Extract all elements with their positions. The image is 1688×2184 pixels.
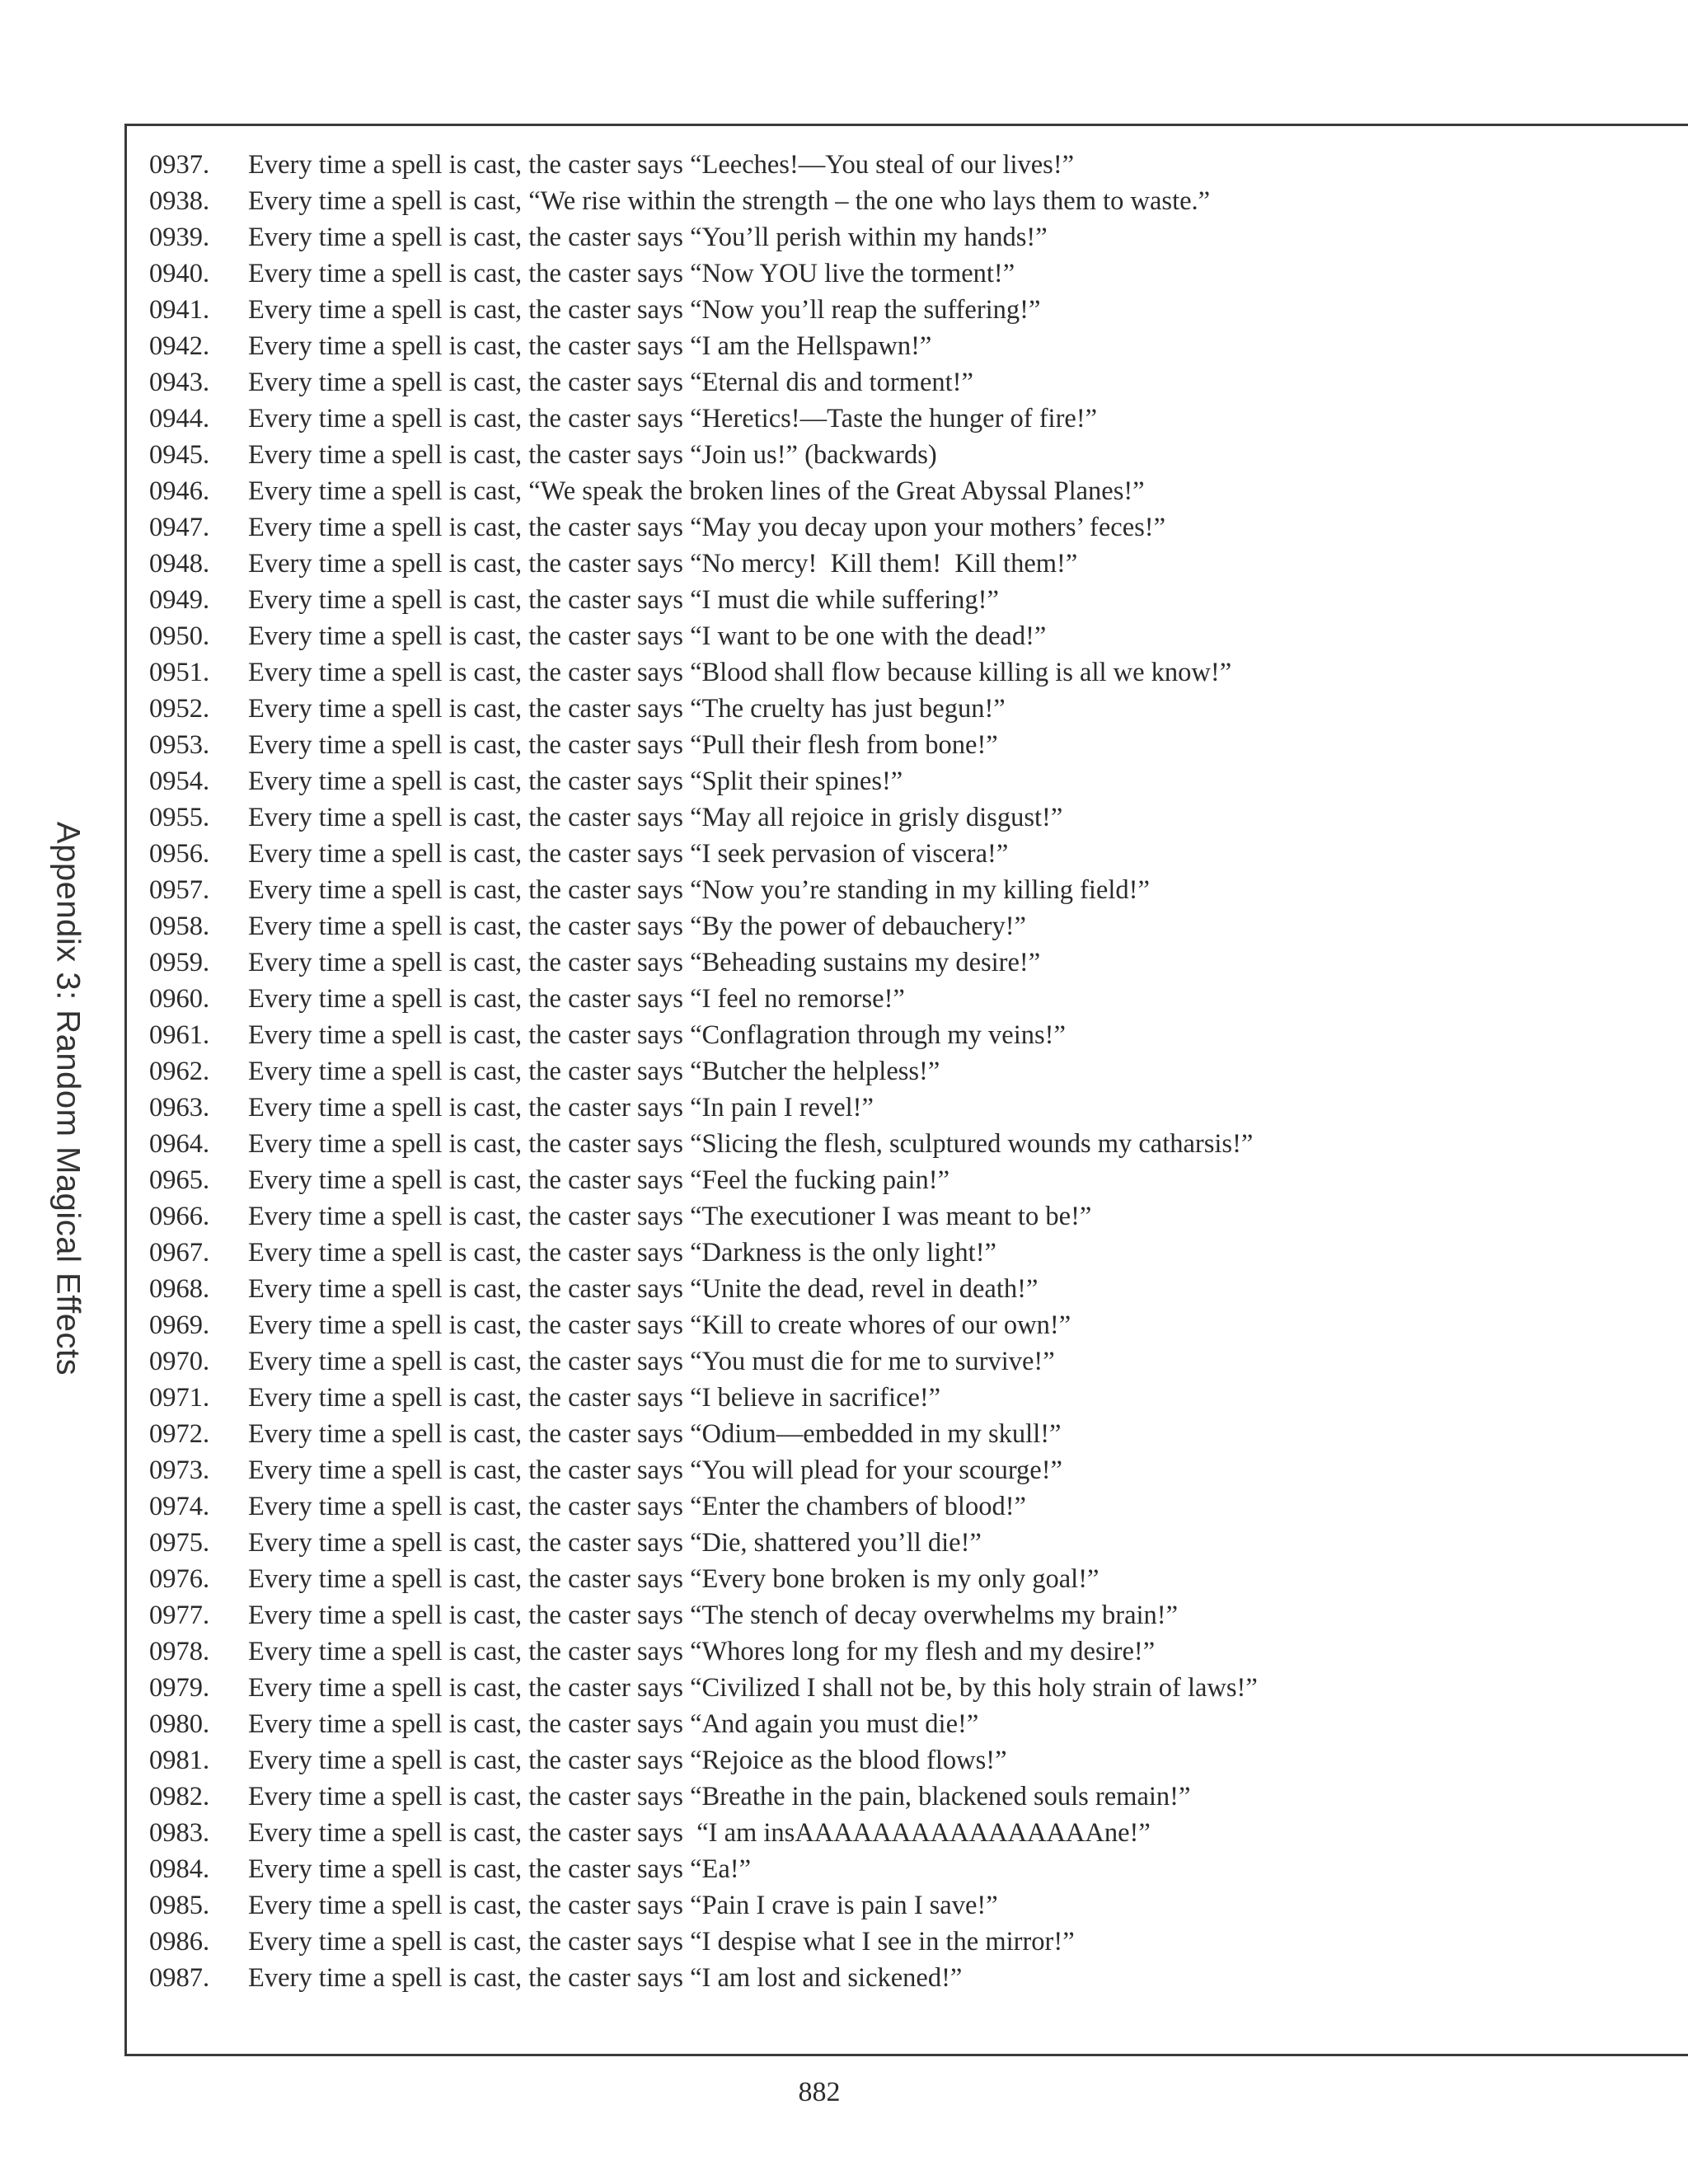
entry-number: 0944. [149, 404, 210, 434]
entry-number: 0958. [149, 912, 210, 941]
list-item [149, 872, 1258, 908]
entry-number: 0963. [149, 1093, 210, 1122]
entry-number: 0985. [149, 1891, 210, 1920]
entry-text: Every time a spell is cast, the caster says “Feel the fucking pain!” [248, 1165, 950, 1195]
entry-text: Every time a spell is cast, the caster says “I believe in sacrifice!” [248, 1383, 941, 1413]
entry-number: 0975. [149, 1528, 210, 1558]
entry-text: Every time a spell is cast, the caster says “May all rejoice in grisly disgust!” [248, 803, 1063, 832]
entry-text: Every time a spell is cast, the caster says “You will plead for your scourge!” [248, 1455, 1062, 1485]
entry-number: 0949. [149, 585, 210, 615]
entry-number: 0945. [149, 440, 210, 470]
list-item [149, 944, 1258, 981]
entry-number: 0955. [149, 803, 210, 832]
list-item [149, 1525, 1258, 1561]
entry-text: Every time a spell is cast, the caster says “Slicing the flesh, sculptured wounds my catharsis!” [248, 1129, 1254, 1159]
entry-text: Every time a spell is cast, the caster says “Odium—embedded in my skull!” [248, 1419, 1062, 1449]
entry-number: 0967. [149, 1238, 210, 1268]
entry-text: Every time a spell is cast, the caster says “Leeches!—You steal of our lives!” [248, 150, 1075, 180]
entry-number: 0973. [149, 1455, 210, 1485]
list-item [149, 1053, 1258, 1090]
list-item [149, 582, 1258, 618]
list-item [149, 1271, 1258, 1307]
list-item [149, 1090, 1258, 1126]
entry-number: 0962. [149, 1057, 210, 1086]
entry-text: Every time a spell is cast, the caster says “Pull their flesh from bone!” [248, 730, 998, 760]
list-item [149, 401, 1258, 437]
list-item [149, 1380, 1258, 1416]
list-item [149, 908, 1258, 944]
entry-text: Every time a spell is cast, the caster says “Eternal dis and torment!” [248, 368, 973, 397]
list-item [149, 328, 1258, 364]
list-item [149, 1235, 1258, 1271]
list-item [149, 546, 1258, 582]
entry-number: 0984. [149, 1854, 210, 1884]
list-item [149, 1851, 1258, 1887]
list-item [149, 1126, 1258, 1162]
entry-text: Every time a spell is cast, the caster says “Rejoice as the blood flows!” [248, 1746, 1007, 1775]
entry-number: 0981. [149, 1746, 210, 1775]
entry-text: Every time a spell is cast, the caster says “Darkness is the only light!” [248, 1238, 996, 1268]
entry-text: Every time a spell is cast, the caster says “I am lost and sickened!” [248, 1963, 963, 1993]
entry-text: Every time a spell is cast, the caster says “May you decay upon your mothers’ feces!” [248, 513, 1166, 542]
entry-number: 0971. [149, 1383, 210, 1413]
entry-number: 0940. [149, 259, 210, 288]
entry-text: Every time a spell is cast, the caster says “Now YOU live the torment!” [248, 259, 1015, 288]
entry-text: Every time a spell is cast, the caster says “I despise what I see in the mirror!” [248, 1927, 1075, 1957]
entry-number: 0939. [149, 223, 210, 252]
entry-number: 0974. [149, 1492, 210, 1521]
entry-text: Every time a spell is cast, the caster says “Now you’ll reap the suffering!” [248, 295, 1041, 325]
entry-text: Every time a spell is cast, the caster says “Pain I crave is pain I save!” [248, 1891, 998, 1920]
entry-number: 0980. [149, 1709, 210, 1739]
entry-number: 0950. [149, 621, 210, 651]
entry-text: Every time a spell is cast, the caster says “Unite the dead, revel in death!” [248, 1274, 1039, 1304]
entry-text: Every time a spell is cast, the caster says “Civilized I shall not be, by this holy strain of laws!” [248, 1673, 1258, 1703]
list-item [149, 219, 1258, 255]
entry-text: Every time a spell is cast, the caster says “Heretics!—Taste the hunger of fire!” [248, 404, 1098, 434]
entry-text: Every time a spell is cast, the caster says “Butcher the helpless!” [248, 1057, 940, 1086]
entry-text: Every time a spell is cast, the caster says “Every bone broken is my only goal!” [248, 1564, 1100, 1594]
list-item [149, 1343, 1258, 1380]
entry-number: 0964. [149, 1129, 210, 1159]
list-item [149, 1307, 1258, 1343]
list-item [149, 1561, 1258, 1597]
entry-text: Every time a spell is cast, the caster says “Conflagration through my veins!” [248, 1020, 1066, 1050]
entry-text: Every time a spell is cast, the caster says “I am the Hellspawn!” [248, 331, 932, 361]
entry-text: Every time a spell is cast, the caster says “By the power of debauchery!” [248, 912, 1026, 941]
entry-number: 0952. [149, 694, 210, 724]
entry-number: 0954. [149, 766, 210, 796]
entry-number: 0983. [149, 1818, 210, 1848]
entry-number: 0942. [149, 331, 210, 361]
list-item [149, 1815, 1258, 1851]
list-item [149, 255, 1258, 292]
entry-number: 0970. [149, 1347, 210, 1376]
entry-text: Every time a spell is cast, “We speak the broken lines of the Great Abyssal Planes!” [248, 476, 1145, 506]
list-item [149, 1597, 1258, 1633]
list-item [149, 1742, 1258, 1779]
entry-number: 0982. [149, 1782, 210, 1811]
entry-number: 0969. [149, 1310, 210, 1340]
entry-number: 0966. [149, 1202, 210, 1231]
entry-text: Every time a spell is cast, the caster says “Whores long for my flesh and my desire!” [248, 1637, 1156, 1666]
entry-number: 0943. [149, 368, 210, 397]
list-item [149, 1670, 1258, 1706]
list-item [149, 437, 1258, 473]
entry-text: Every time a spell is cast, the caster says “Join us!” (backwards) [248, 440, 937, 470]
list-item [149, 509, 1258, 546]
entry-number: 0959. [149, 948, 210, 977]
entry-text: Every time a spell is cast, the caster says “And again you must die!” [248, 1709, 979, 1739]
entry-text: Every time a spell is cast, the caster says “You must die for me to survive!” [248, 1347, 1055, 1376]
list-item [149, 1162, 1258, 1198]
list-item [149, 654, 1258, 691]
entry-number: 0938. [149, 186, 210, 216]
list-item [149, 1416, 1258, 1452]
entry-text: Every time a spell is cast, the caster says “I must die while suffering!” [248, 585, 999, 615]
list-item [149, 836, 1258, 872]
entry-text: Every time a spell is cast, the caster says “In pain I revel!” [248, 1093, 874, 1122]
entry-text: Every time a spell is cast, the caster says “The executioner I was meant to be!” [248, 1202, 1092, 1231]
entry-text: Every time a spell is cast, the caster says “Die, shattered you’ll die!” [248, 1528, 982, 1558]
list-item [149, 364, 1258, 401]
entry-number: 0947. [149, 513, 210, 542]
list-item [149, 727, 1258, 763]
entry-number: 0951. [149, 658, 210, 687]
entry-text: Every time a spell is cast, the caster says “The stench of decay overwhelms my brain!” [248, 1601, 1179, 1630]
list-item [149, 981, 1258, 1017]
entry-text: Every time a spell is cast, the caster says “Blood shall flow because killing is all we know!” [248, 658, 1232, 687]
list-item [149, 691, 1258, 727]
list-item [149, 1887, 1258, 1924]
entry-number: 0972. [149, 1419, 210, 1449]
list-item [149, 183, 1258, 219]
list-item [149, 1924, 1258, 1960]
list-item [149, 1779, 1258, 1815]
entry-text: Every time a spell is cast, the caster says “The cruelty has just begun!” [248, 694, 1006, 724]
entry-number: 0946. [149, 476, 210, 506]
list-item [149, 292, 1258, 328]
entry-text: Every time a spell is cast, the caster says “I seek pervasion of viscera!” [248, 839, 1009, 869]
entry-text: Every time a spell is cast, “We rise within the strength – the one who lays them to waste.” [248, 186, 1211, 216]
list-item [149, 1633, 1258, 1670]
entry-number: 0979. [149, 1673, 210, 1703]
entry-number: 0960. [149, 984, 210, 1014]
entry-text: Every time a spell is cast, the caster says “Breathe in the pain, blackened souls remain!” [248, 1782, 1191, 1811]
entry-number: 0977. [149, 1601, 210, 1630]
entry-number: 0978. [149, 1637, 210, 1666]
entry-number: 0941. [149, 295, 210, 325]
entry-text: Every time a spell is cast, the caster says “No mercy! Kill them! Kill them!” [248, 549, 1078, 579]
entry-text: Every time a spell is cast, the caster says “Kill to create whores of our own!” [248, 1310, 1071, 1340]
list-item [149, 1960, 1258, 1996]
entry-number: 0986. [149, 1927, 210, 1957]
entry-text: Every time a spell is cast, the caster says “Beheading sustains my desire!” [248, 948, 1041, 977]
entry-number: 0965. [149, 1165, 210, 1195]
entry-number: 0948. [149, 549, 210, 579]
entry-text: Every time a spell is cast, the caster says “Now you’re standing in my killing field!” [248, 875, 1150, 905]
list-item [149, 618, 1258, 654]
entry-text: Every time a spell is cast, the caster says “I feel no remorse!” [248, 984, 905, 1014]
effects-list [149, 147, 1258, 1996]
entry-text: Every time a spell is cast, the caster says “Enter the chambers of blood!” [248, 1492, 1026, 1521]
entry-text: Every time a spell is cast, the caster says “You’ll perish within my hands!” [248, 223, 1048, 252]
list-item [149, 1198, 1258, 1235]
appendix-side-title: Appendix 3: Random Magical Effects [49, 821, 87, 1376]
list-item [149, 473, 1258, 509]
list-item [149, 1706, 1258, 1742]
entry-text: Every time a spell is cast, the caster says “Split their spines!” [248, 766, 903, 796]
entry-number: 0968. [149, 1274, 210, 1304]
entry-number: 0957. [149, 875, 210, 905]
entry-text: Every time a spell is cast, the caster says “Ea!” [248, 1854, 752, 1884]
list-item [149, 763, 1258, 799]
entry-number: 0937. [149, 150, 210, 180]
entry-text: Every time a spell is cast, the caster says “I want to be one with the dead!” [248, 621, 1047, 651]
page-number: 882 [798, 2077, 841, 2107]
entry-number: 0976. [149, 1564, 210, 1594]
list-item [149, 1452, 1258, 1488]
entry-number: 0961. [149, 1020, 210, 1050]
entry-text: Every time a spell is cast, the caster says “I am insAAAAAAAAAAAAAAAAne!” [248, 1818, 1151, 1848]
entry-number: 0956. [149, 839, 210, 869]
entry-number: 0987. [149, 1963, 210, 1993]
entry-number: 0953. [149, 730, 210, 760]
list-item [149, 147, 1258, 183]
list-item [149, 1017, 1258, 1053]
list-item [149, 1488, 1258, 1525]
list-item [149, 799, 1258, 836]
